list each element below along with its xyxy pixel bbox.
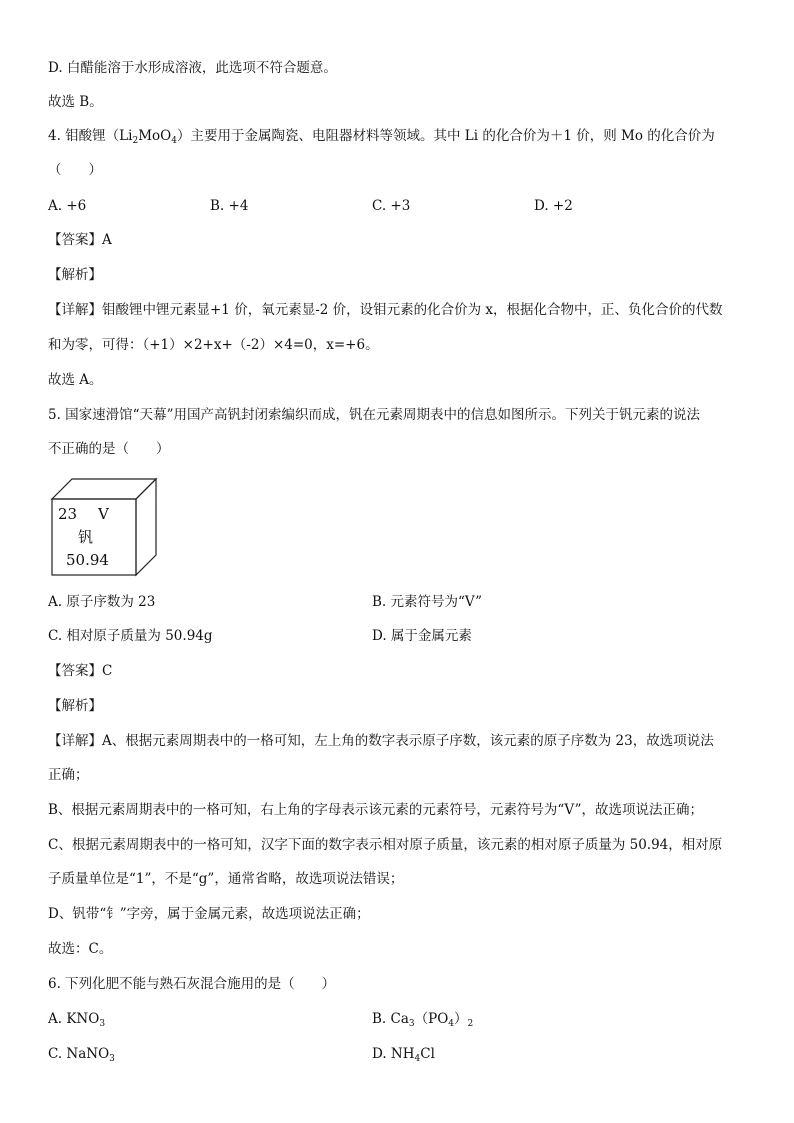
- question-5-option-b: B. 元素符号为“V”: [372, 594, 483, 610]
- element-atomic-number: 23: [58, 505, 78, 523]
- element-symbol: V: [98, 505, 109, 523]
- question-5-option-c: C. 相对原子质量为 50.94g: [48, 628, 213, 644]
- question-4-answer: 【答案】A: [48, 232, 112, 248]
- question-5-answer: 【答案】C: [48, 663, 113, 679]
- question-5-option-a: A. 原子序数为 23: [48, 594, 156, 610]
- question-5-detail-line-2: 正确；: [48, 767, 89, 783]
- question-5-option-d: D. 属于金属元素: [372, 628, 472, 644]
- option-d-explanation: D. 白醋能溶于水形成溶液，此选项不符合题意。: [48, 60, 337, 76]
- question-4-option-c: C. +3: [372, 198, 411, 214]
- question-6-stem: 6. 下列化肥不能与熟石灰混合施用的是（ ）: [48, 976, 336, 992]
- element-atomic-mass: 50.94: [66, 551, 109, 569]
- question-4-option-b: B. +4: [210, 198, 249, 214]
- question-5-detail-line-3: B、根据元素周期表中的一格可知，右上角的字母表示该元素的元素符号，元素符号为“V”，故选项说法正确；: [48, 802, 703, 818]
- question-5-stem-line-2: 不正确的是（ ）: [48, 441, 170, 457]
- question-5-choice: 故选：C。: [48, 941, 113, 957]
- question-4-option-d: D. +2: [534, 198, 573, 214]
- question-5-detail-line-5: 子质量单位是“1”，不是“g”，通常省略，故选项说法错误；: [48, 871, 404, 887]
- question-6-option-b: B. $Ca_3(PO_4)_2$: [372, 1011, 474, 1029]
- question-6-option-a: A. $KNO_3$: [48, 1011, 106, 1029]
- question-6-option-c: C. NaNO$_3$: [48, 1046, 115, 1064]
- question-4-option-a: A. +6: [48, 198, 87, 214]
- question-4-detail-line-2: 和为零，可得：（+1）×2+x+（-2）×4=0，x=+6。: [48, 337, 379, 353]
- question-4-detail-line-1: 【详解】钼酸锂中锂元素显+1 价，氧元素显-2 价，设钼元素的化合价为 x，根据化合物中，正、负化合价的代数: [48, 302, 723, 318]
- element-name: 钒: [78, 528, 94, 546]
- question-5-detail-line-1: 【详解】A、根据元素周期表中的一格可知，左上角的数字表示原子序数，该元素的原子序数为 23，故选项说法: [48, 733, 714, 749]
- question-5-detail-line-4: C、根据元素周期表中的一格可知，汉字下面的数字表示相对原子质量，该元素的相对原子质量为 50.94，相对原: [48, 837, 723, 853]
- question-5-stem-line-1: 5. 国家速滑馆“天幕”用国产高钒封闭索编织而成，钒在元素周期表中的信息如图所示。下列关于钒元素的说法: [48, 407, 700, 423]
- question-6-option-d: D. $NH_4Cl$: [372, 1046, 435, 1064]
- question-4-paren: （ ）: [48, 162, 102, 178]
- question-4-choice: 故选 A。: [48, 372, 103, 388]
- question-4-analysis-heading: 【解析】: [48, 267, 102, 283]
- question-5-analysis-heading: 【解析】: [48, 698, 102, 714]
- previous-answer-choice: 故选 B。: [48, 94, 103, 110]
- question-4-stem: 4. 钼酸锂$(Li_2MoO_4)$主要用于金属陶瓷、电阻器材料等领域。其中 Li 的化合价为＋1 价，则 Mo 的化合价为: [48, 128, 715, 146]
- question-5-detail-line-6: D、钒带“钅”字旁，属于金属元素，故选项说法正确；: [48, 906, 370, 922]
